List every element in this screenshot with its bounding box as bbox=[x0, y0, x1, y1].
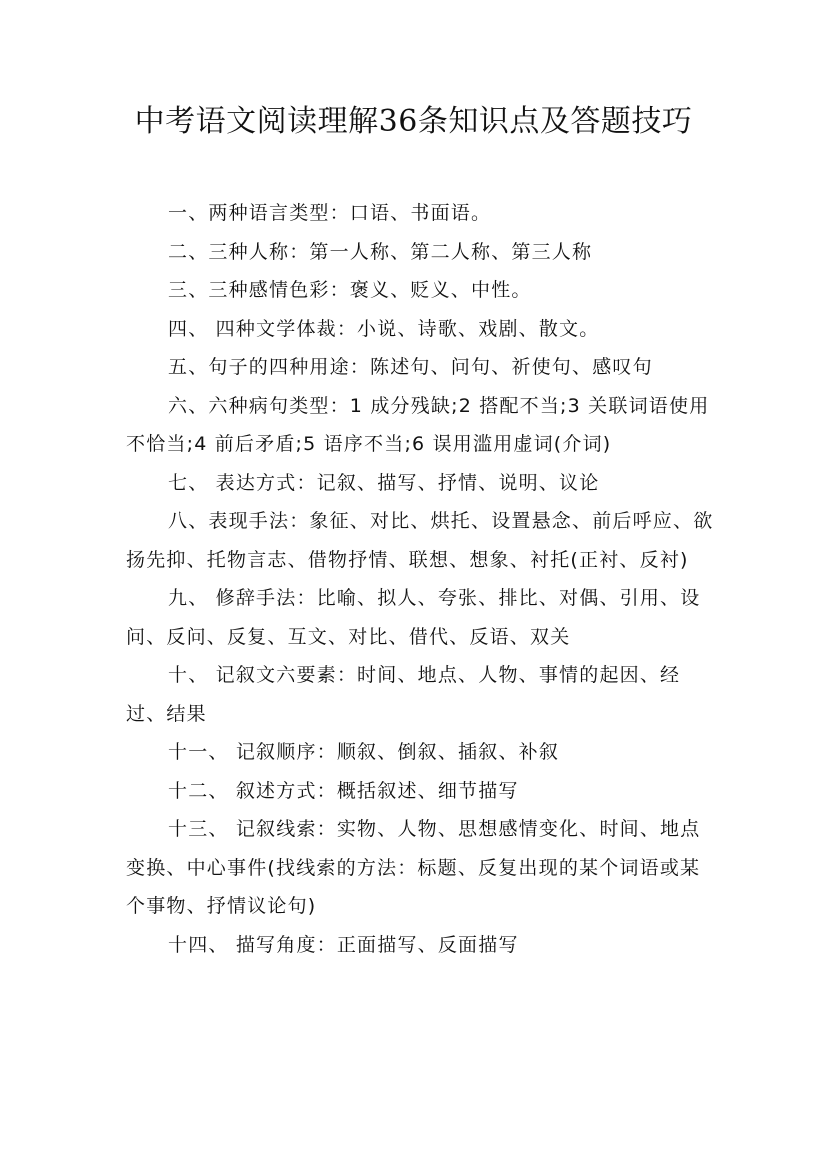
list-item: 二、三种人称：第一人称、第二人称、第三人称 bbox=[168, 240, 593, 263]
list-item: 十四、 描写角度：正面描写、反面描写 bbox=[168, 933, 519, 956]
list-item: 十三、 记叙线索：实物、人物、思想感情变化、时间、地点变换、中心事件(找线索的方法：标题、反复出现的某个词语或某个事物、抒情议论句) bbox=[126, 818, 701, 917]
document-title: 中考语文阅读理解36条知识点及答题技巧 bbox=[134, 104, 693, 139]
list-item: 十一、 记叙顺序：顺叙、倒叙、插叙、补叙 bbox=[168, 741, 560, 763]
list-item: 五、句子的四种用途：陈述句、问句、祈使句、感叹句 bbox=[168, 356, 653, 378]
list-item: 四、 四种文学体裁：小说、诗歌、戏剧、散文。 bbox=[168, 317, 600, 340]
list-item: 六、六种病句类型：1 成分残缺;2 搭配不当;3 关联词语使用不恰当;4 前后矛盾;5 语序不当;6 误用滥用虚词(介词) bbox=[126, 394, 710, 455]
list-item: 七、 表达方式：记叙、描写、抒情、说明、议论 bbox=[168, 471, 600, 494]
list-item: 九、 修辞手法：比喻、拟人、夸张、排比、对偶、引用、设问、反问、反复、互文、对比、借代、反语、双关 bbox=[126, 587, 701, 648]
list-item: 八、表现手法：象征、对比、烘托、设置悬念、前后呼应、欲扬先抑、托物言志、借物抒情、联想、想象、衬托(正衬、反衬) bbox=[126, 510, 714, 571]
list-item: 一、两种语言类型：口语、书面语。 bbox=[168, 202, 492, 224]
list-item: 十、 记叙文六要素：时间、地点、人物、事情的起因、经过、结果 bbox=[126, 664, 681, 725]
list-item: 十二、 叙述方式：概括叙述、细节描写 bbox=[168, 779, 519, 802]
document-body bbox=[126, 194, 716, 964]
list-item: 三、三种感情色彩：褒义、贬义、中性。 bbox=[168, 279, 532, 301]
